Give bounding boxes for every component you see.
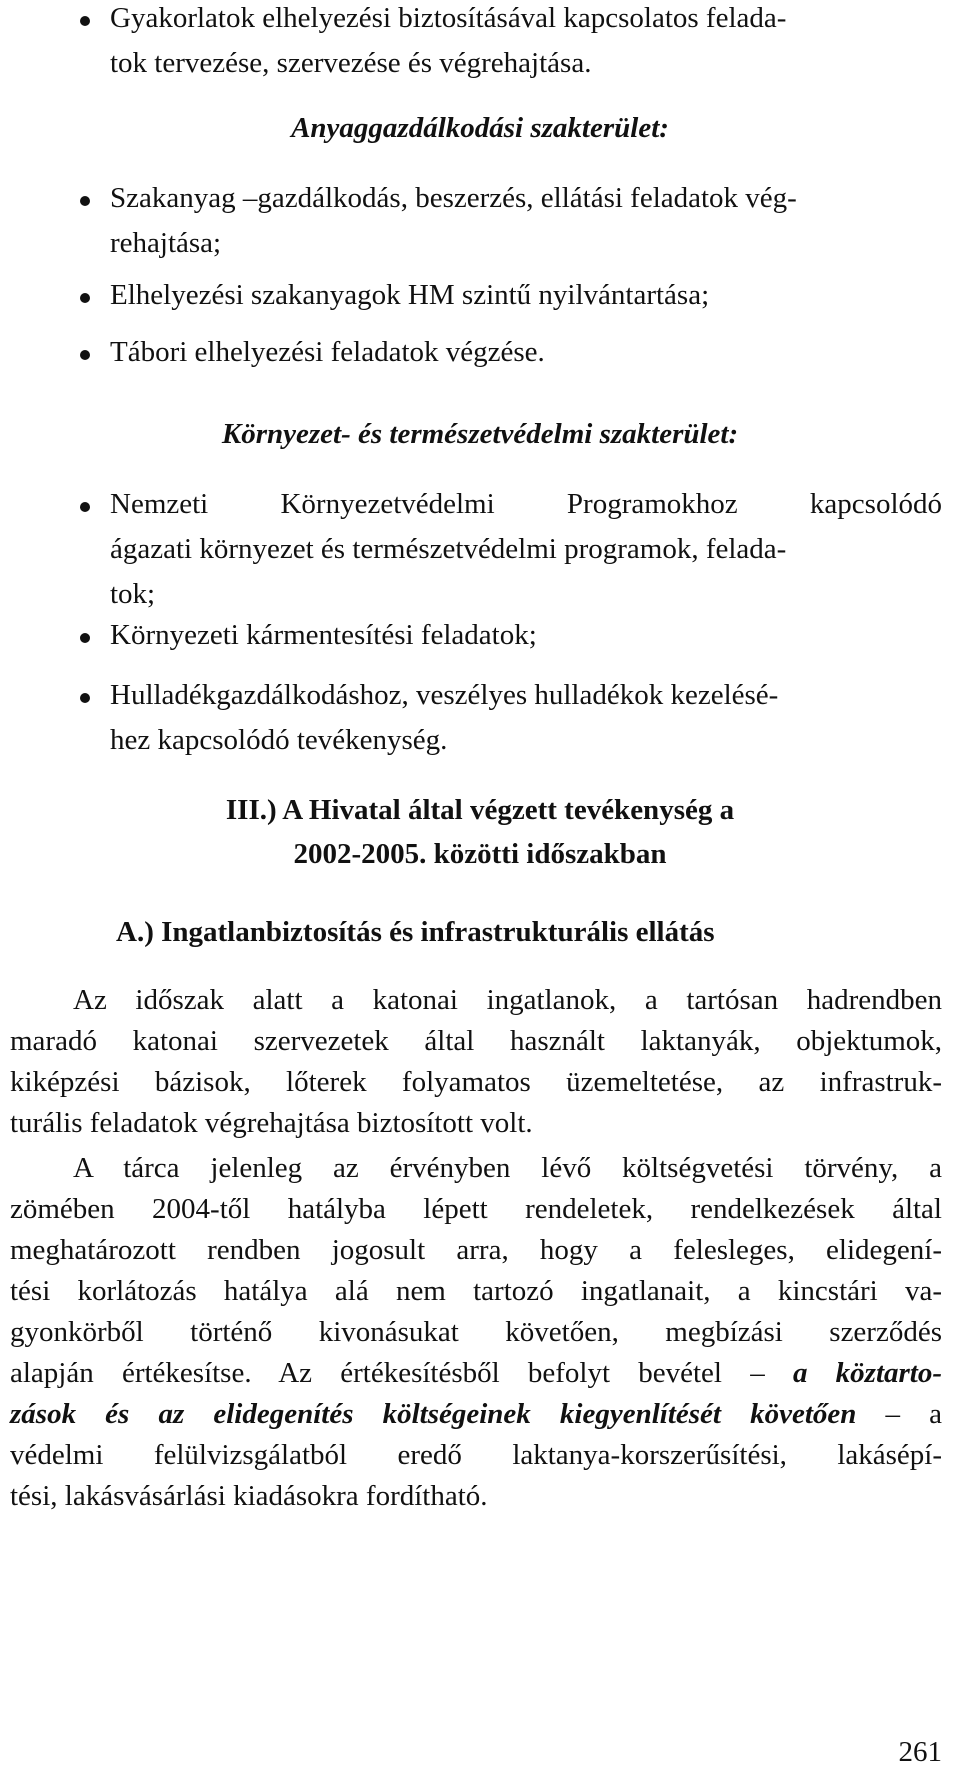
bullet-icon bbox=[80, 693, 90, 703]
paragraph-line: zömében 2004-től hatályba lépett rendeletek, rendelkezések által bbox=[10, 1193, 942, 1225]
list-item bbox=[110, 613, 942, 658]
page-number: 261 bbox=[898, 1736, 942, 1768]
list-item bbox=[110, 330, 942, 375]
paragraph-line: kiképzési bázisok, lőterek folyamatos üzemeltetése, az infrastruk- bbox=[10, 1066, 942, 1098]
bullet-icon bbox=[80, 196, 90, 206]
anyag-heading: Anyaggazdálkodási szakterület: bbox=[291, 112, 669, 144]
list-item bbox=[110, 673, 942, 763]
paragraph-line bbox=[10, 1353, 942, 1394]
bullet-icon bbox=[80, 293, 90, 303]
list-item-line: rehajtása; bbox=[110, 227, 222, 259]
bullet-icon bbox=[80, 350, 90, 360]
list-item bbox=[110, 176, 942, 266]
list-item-line: Elhelyezési szakanyagok HM szintű nyilvántartása; bbox=[110, 279, 710, 311]
paragraph-line bbox=[10, 1394, 942, 1435]
list-item-line: tok tervezése, szervezése és végrehajtása. bbox=[110, 47, 592, 79]
paragraph-line: maradó katonai szervezetek által használt laktanyák, objektumok, bbox=[10, 1025, 942, 1057]
paragraph-line: gyonkörből történő kivonásukat követően, megbízási szerződés bbox=[10, 1316, 942, 1348]
list-item-line: hez kapcsolódó tevékenység. bbox=[110, 724, 448, 756]
bullet-icon bbox=[80, 16, 90, 26]
list-item-line: Gyakorlatok elhelyezési biztosításával kapcsolatos felada- bbox=[110, 2, 787, 34]
section-heading bbox=[0, 788, 960, 876]
paragraph-line: Az időszak alatt a katonai ingatlanok, a tartósan hadrendben bbox=[73, 984, 942, 1016]
list-item-line: Környezeti kármentesítési feladatok; bbox=[110, 619, 537, 651]
bullet-icon bbox=[80, 502, 90, 512]
paragraph bbox=[10, 980, 942, 1144]
list-item-line: ágazati környezet és természetvédelmi programok, felada- bbox=[110, 533, 787, 565]
list-item-line: Hulladékgazdálkodáshoz, veszélyes hulladékok kezelésé- bbox=[110, 679, 779, 711]
subsection-heading: A.) Ingatlanbiztosítás és infrastrukturális ellátás bbox=[116, 916, 715, 948]
list-item bbox=[110, 482, 942, 617]
emphasis-text: zások és az elidegenítés költségeinek kiegyenlítését követően bbox=[10, 1398, 857, 1430]
list-item-line: tok; bbox=[110, 578, 156, 610]
paragraph-line: meghatározott rendben jogosult arra, hogy a felesleges, elidegení- bbox=[10, 1234, 942, 1266]
bullet-icon bbox=[80, 633, 90, 643]
section-heading-line: 2002-2005. közötti időszakban bbox=[293, 838, 667, 870]
paragraph-line: tési, lakásvásárlási kiadásokra fordítható. bbox=[10, 1480, 488, 1512]
list-item-line: Szakanyag –gazdálkodás, beszerzés, ellátási feladatok vég- bbox=[110, 182, 797, 214]
paragraph bbox=[10, 1148, 942, 1517]
paragraph-line: A tárca jelenleg az érvényben lévő költségvetési törvény, a bbox=[73, 1152, 942, 1184]
kornyezet-heading: Környezet- és természetvédelmi szakterület: bbox=[221, 418, 739, 450]
list-item-line: Tábori elhelyezési feladatok végzése. bbox=[110, 336, 545, 368]
paragraph-text: alapján értékesítse. Az értékesítésből befolyt bevétel – bbox=[10, 1357, 765, 1389]
section-heading-line: III.) A Hivatal által végzett tevékenység a bbox=[225, 794, 735, 826]
emphasis-text: a köztarto- bbox=[792, 1357, 942, 1389]
list-item bbox=[110, 273, 942, 318]
paragraph-text: – a bbox=[885, 1398, 943, 1430]
paragraph-line: védelmi felülvizsgálatból eredő laktanya-korszerűsítési, lakásépí- bbox=[10, 1439, 942, 1471]
list-item-line: Nemzeti Környezetvédelmi Programokhoz kapcsolódó bbox=[110, 488, 942, 520]
paragraph-line: tési korlátozás hatálya alá nem tartozó ingatlanait, a kincstári va- bbox=[10, 1275, 942, 1307]
list-item bbox=[110, 0, 942, 86]
paragraph-line: turális feladatok végrehajtása biztosított volt. bbox=[10, 1107, 533, 1139]
